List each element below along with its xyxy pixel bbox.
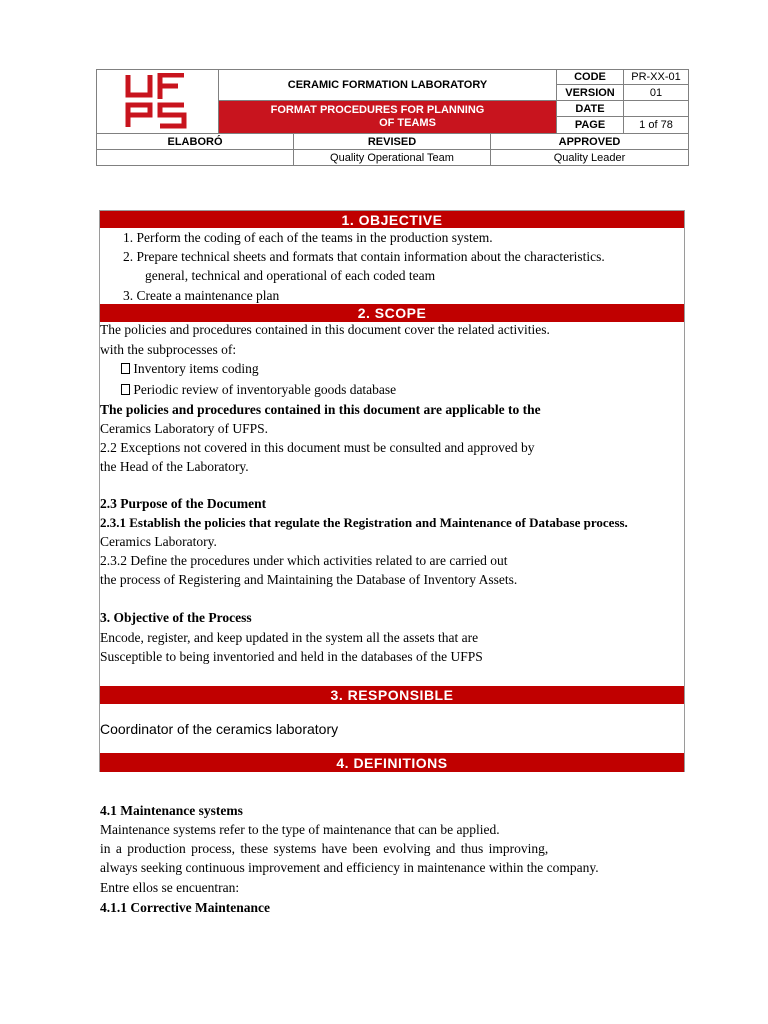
- purpose-heading: 2.3 Purpose of the Document: [100, 496, 267, 511]
- process-objective-line-1: Encode, register, and keep updated in the system all the assets that are: [100, 630, 479, 645]
- format-title-line1: FORMAT PROCEDURES FOR PLANNING: [270, 104, 485, 116]
- approved-value: Quality Leader: [553, 151, 626, 164]
- purpose-231: 2.3.1 Establish the policies that regulate the Registration and Maintenance of Database process.: [100, 515, 628, 530]
- elaboro-label: ELABORÓ: [167, 135, 223, 148]
- scope-paragraph-1-cont: with the subprocesses of:: [100, 342, 237, 357]
- purpose-232: 2.3.2 Define the procedures under which activities related to are carried out: [100, 553, 508, 568]
- scope-lab-line: Ceramics Laboratory of UFPS.: [100, 421, 268, 436]
- scope-heading: 2. SCOPE: [100, 304, 684, 322]
- ufps-logo: [124, 73, 188, 129]
- process-objective-line-2: Susceptible to being inventoried and held in the databases of the UFPS: [100, 649, 483, 664]
- date-value: [624, 101, 688, 116]
- page-label: PAGE: [574, 119, 606, 131]
- page-value: 1 of 78: [639, 119, 673, 131]
- version-label: VERSION: [565, 86, 615, 99]
- scope-exceptions: 2.2 Exceptions not covered in this document must be consulted and approved by: [100, 440, 535, 455]
- definitions-heading: 4. DEFINITIONS: [100, 753, 684, 772]
- revised-value: Quality Operational Team: [330, 151, 454, 164]
- date-label: DATE: [575, 102, 605, 115]
- maintenance-systems-line-1: Maintenance systems refer to the type of maintenance that can be applied.: [100, 822, 500, 837]
- purpose-232-cont: the process of Registering and Maintaining the Database of Inventory Assets.: [100, 572, 518, 587]
- scope-bullet-2: Periodic review of inventoryable goods database: [121, 382, 396, 398]
- missing-glyph-icon: [121, 363, 130, 374]
- procedure-table: [99, 210, 685, 772]
- objective-item-2: 2. Prepare technical sheets and formats that contain information about the characteristics.: [123, 249, 605, 264]
- missing-glyph-icon: [121, 384, 130, 395]
- responsible-heading: 3. RESPONSIBLE: [100, 686, 684, 704]
- scope-paragraph-1: The policies and procedures contained in this document cover the related activities.: [100, 322, 550, 337]
- maintenance-systems-heading: 4.1 Maintenance systems: [100, 803, 243, 818]
- objective-item-3: 3. Create a maintenance plan: [123, 288, 280, 303]
- code-value: PR-XX-01: [631, 70, 681, 83]
- responsible-text: Coordinator of the ceramics laboratory: [100, 721, 339, 737]
- code-label: CODE: [574, 70, 606, 83]
- objective-item-1: 1. Perform the coding of each of the teams in the production system.: [123, 230, 493, 245]
- maintenance-systems-line-2: in a production process, these systems have been evolving and thus improving,: [100, 841, 549, 856]
- corrective-maintenance-heading: 4.1.1 Corrective Maintenance: [100, 900, 270, 915]
- purpose-231-cont: Ceramics Laboratory.: [100, 534, 217, 549]
- objective-item-2-cont: general, technical and operational of each coded team: [145, 268, 436, 283]
- version-value: 01: [649, 86, 663, 99]
- process-objective-heading: 3. Objective of the Process: [100, 610, 252, 625]
- lab-title: CERAMIC FORMATION LABORATORY: [287, 79, 488, 91]
- maintenance-systems-line-3: always seeking continuous improvement and efficiency in maintenance within the company.: [100, 860, 599, 875]
- document-header: [96, 69, 689, 166]
- revised-label: REVISED: [367, 135, 417, 148]
- scope-exceptions-cont: the Head of the Laboratory.: [100, 459, 249, 474]
- maintenance-systems-line-4: Entre ellos se encuentran:: [100, 880, 240, 895]
- objective-heading: 1. OBJECTIVE: [100, 211, 684, 228]
- format-title-line2: OF TEAMS: [379, 117, 436, 129]
- format-title: [219, 101, 556, 133]
- elaboro-value: [97, 150, 293, 165]
- scope-applicability: The policies and procedures contained in this document are applicable to the: [100, 402, 541, 417]
- scope-bullet-1: Inventory items coding: [121, 361, 259, 377]
- approved-label: APPROVED: [558, 135, 621, 148]
